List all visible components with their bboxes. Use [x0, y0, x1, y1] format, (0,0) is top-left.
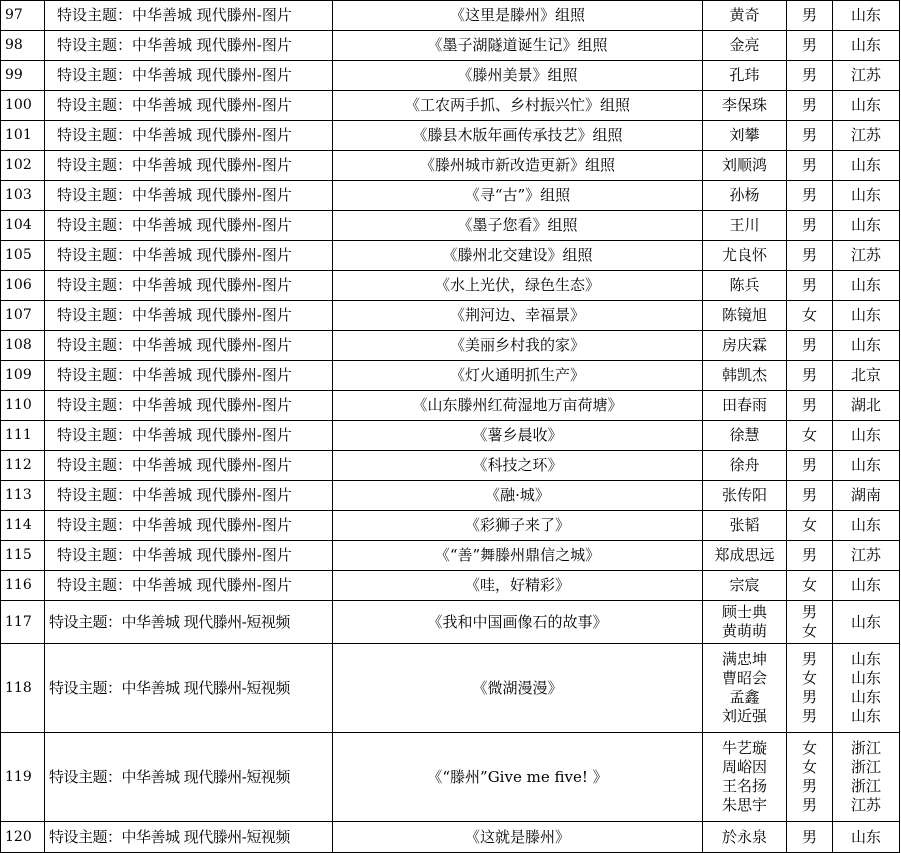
author-cell-line: 徐慧: [729, 426, 760, 444]
gender-cell-line: 男: [801, 486, 817, 504]
gender-cell: [787, 241, 833, 271]
category-cell: 特设主题：中华善城 现代滕州-图片: [45, 31, 333, 61]
region-cell-line: 山东: [850, 688, 881, 706]
author-cell-line: 顾士典: [721, 603, 767, 621]
table-row: [1, 511, 900, 541]
author-cell-line: 韩凯杰: [721, 366, 767, 384]
region-cell-line: 北京: [850, 366, 881, 384]
author-cell-line: 黄奇: [729, 6, 760, 24]
row-number: 120: [1, 822, 45, 853]
author-cell-line: 黄萌萌: [721, 622, 767, 640]
gender-cell-line: 男: [801, 96, 817, 114]
table-row: [1, 1, 900, 31]
gender-cell: [787, 1, 833, 31]
gender-cell-line: 女: [801, 516, 817, 534]
title-cell: 《工农两手抓、乡村振兴忙》组照: [333, 91, 703, 121]
author-cell-line: 孟鑫: [729, 688, 760, 706]
row-number: 98: [1, 31, 45, 61]
gender-cell: [787, 571, 833, 601]
author-cell: [703, 822, 787, 853]
title-cell: 《灯火通明抓生产》: [333, 361, 703, 391]
author-cell-line: 金亮: [729, 36, 760, 54]
region-cell: [833, 1, 900, 31]
category-cell: 特设主题：中华善城 现代滕州-图片: [45, 391, 333, 421]
gender-cell-line: 男: [801, 777, 817, 795]
category-cell: 特设主题：中华善城 现代滕州-图片: [45, 91, 333, 121]
region-cell-line: 浙江: [850, 739, 881, 757]
title-cell: 《美丽乡村我的家》: [333, 331, 703, 361]
author-cell: [703, 451, 787, 481]
table-row: [1, 181, 900, 211]
author-cell-line: 孔玮: [729, 66, 760, 84]
gender-cell-line: 男: [801, 156, 817, 174]
title-cell: 《这里是滕州》组照: [333, 1, 703, 31]
table-row: [1, 571, 900, 601]
gender-cell-line: 女: [801, 426, 817, 444]
gender-cell-line: 男: [801, 6, 817, 24]
gender-cell: [787, 121, 833, 151]
region-cell-line: 山东: [850, 156, 881, 174]
title-cell: 《“滕州”Give me five! 》: [333, 733, 703, 822]
row-number: 100: [1, 91, 45, 121]
region-cell-line: 山东: [850, 336, 881, 354]
author-cell: [703, 331, 787, 361]
table-row: [1, 421, 900, 451]
author-cell-line: 张传阳: [721, 486, 767, 504]
author-cell: [703, 61, 787, 91]
author-cell: [703, 421, 787, 451]
row-number: 104: [1, 211, 45, 241]
author-cell: [703, 301, 787, 331]
category-cell: 特设主题：中华善城 现代滕州-短视频: [45, 733, 333, 822]
author-cell: [703, 151, 787, 181]
author-cell: [703, 121, 787, 151]
region-cell: [833, 481, 900, 511]
author-cell-line: 陈镜旭: [721, 306, 767, 324]
region-cell-line: 山东: [850, 612, 881, 631]
category-cell: 特设主题：中华善城 现代滕州-图片: [45, 211, 333, 241]
region-cell-line: 山东: [850, 96, 881, 114]
author-cell-line: 张韬: [729, 516, 760, 534]
gender-cell-line: 男: [801, 603, 817, 621]
table-row: [1, 644, 900, 733]
table-row: [1, 361, 900, 391]
gender-cell-line: 男: [801, 126, 817, 144]
author-cell: [703, 511, 787, 541]
gender-cell-line: 女: [801, 306, 817, 324]
region-cell: [833, 31, 900, 61]
region-cell-line: 山东: [850, 576, 881, 594]
author-cell: [703, 1, 787, 31]
region-cell-line: 山东: [850, 306, 881, 324]
category-cell: 特设主题：中华善城 现代滕州-图片: [45, 181, 333, 211]
title-cell: 《薯乡晨收》: [333, 421, 703, 451]
region-cell-line: 江苏: [850, 66, 881, 84]
category-cell: 特设主题：中华善城 现代滕州-图片: [45, 511, 333, 541]
author-cell: [703, 391, 787, 421]
table-row: [1, 733, 900, 822]
row-number: 97: [1, 1, 45, 31]
author-cell: [703, 361, 787, 391]
table-row: [1, 301, 900, 331]
gender-cell-line: 男: [801, 246, 817, 264]
author-cell-line: 郑成思远: [714, 546, 775, 564]
author-cell-line: 徐舟: [729, 456, 760, 474]
title-cell: 《墨子湖隧道诞生记》组照: [333, 31, 703, 61]
region-cell-line: 山东: [850, 650, 881, 668]
row-number: 110: [1, 391, 45, 421]
region-cell: [833, 61, 900, 91]
row-number: 108: [1, 331, 45, 361]
gender-cell: [787, 361, 833, 391]
gender-cell-line: 女: [801, 622, 817, 640]
gender-cell: [787, 331, 833, 361]
title-cell: 《彩狮子来了》: [333, 511, 703, 541]
category-cell: 特设主题：中华善城 现代滕州-图片: [45, 451, 333, 481]
category-cell: 特设主题：中华善城 现代滕州-图片: [45, 421, 333, 451]
gender-cell: [787, 644, 833, 733]
row-number: 102: [1, 151, 45, 181]
category-cell: 特设主题：中华善城 现代滕州-图片: [45, 481, 333, 511]
author-cell-line: 陈兵: [729, 276, 760, 294]
region-cell: [833, 271, 900, 301]
author-cell-line: 李保珠: [721, 96, 767, 114]
author-cell: [703, 241, 787, 271]
row-number: 105: [1, 241, 45, 271]
category-cell: 特设主题：中华善城 现代滕州-图片: [45, 151, 333, 181]
region-cell-line: 江苏: [850, 796, 881, 814]
category-cell: 特设主题：中华善城 现代滕州-图片: [45, 541, 333, 571]
author-cell-line: 房庆霖: [721, 336, 767, 354]
region-cell-line: 山东: [850, 669, 881, 687]
author-cell-line: 宗宸: [729, 576, 760, 594]
gender-cell: [787, 211, 833, 241]
region-cell-line: 山东: [850, 6, 881, 24]
region-cell: [833, 511, 900, 541]
row-number: 114: [1, 511, 45, 541]
author-cell-line: 刘攀: [729, 126, 760, 144]
table-row: [1, 31, 900, 61]
title-cell: 《“善”舞滕州鼎信之城》: [333, 541, 703, 571]
gender-cell: [787, 511, 833, 541]
region-cell-line: 山东: [850, 186, 881, 204]
title-cell: 《我和中国画像石的故事》: [333, 601, 703, 644]
table-row: [1, 391, 900, 421]
region-cell: [833, 331, 900, 361]
region-cell-line: 江苏: [850, 246, 881, 264]
author-cell: [703, 601, 787, 644]
gender-cell: [787, 391, 833, 421]
author-cell-line: 刘近强: [721, 707, 767, 725]
author-cell: [703, 31, 787, 61]
author-cell-line: 王川: [729, 216, 760, 234]
gender-cell: [787, 733, 833, 822]
region-cell-line: 山东: [850, 827, 881, 846]
gender-cell: [787, 181, 833, 211]
author-cell: [703, 733, 787, 822]
table-row: [1, 481, 900, 511]
gender-cell-line: 男: [801, 396, 817, 414]
category-cell: 特设主题：中华善城 现代滕州-短视频: [45, 822, 333, 853]
region-cell: [833, 391, 900, 421]
title-cell: 《滕州美景》组照: [333, 61, 703, 91]
table-row: [1, 271, 900, 301]
author-cell: [703, 571, 787, 601]
category-cell: 特设主题：中华善城 现代滕州-短视频: [45, 601, 333, 644]
region-cell: [833, 121, 900, 151]
table-row: [1, 601, 900, 644]
gender-cell: [787, 151, 833, 181]
region-cell-line: 山东: [850, 276, 881, 294]
row-number: 101: [1, 121, 45, 151]
title-cell: 《寻“古”》组照: [333, 181, 703, 211]
gender-cell: [787, 822, 833, 853]
gender-cell-line: 男: [801, 707, 817, 725]
region-cell-line: 山东: [850, 426, 881, 444]
author-cell: [703, 91, 787, 121]
region-cell: [833, 733, 900, 822]
row-number: 107: [1, 301, 45, 331]
gender-cell: [787, 451, 833, 481]
gender-cell-line: 男: [801, 827, 817, 846]
region-cell-line: 山东: [850, 707, 881, 725]
title-cell: 《这就是滕州》: [333, 822, 703, 853]
region-cell-line: 山东: [850, 216, 881, 234]
table-body: [1, 1, 900, 853]
region-cell: [833, 211, 900, 241]
table-row: [1, 241, 900, 271]
author-cell-line: 於永泉: [721, 827, 767, 846]
region-cell-line: 山东: [850, 36, 881, 54]
region-cell-line: 湖北: [850, 396, 881, 414]
region-cell: [833, 151, 900, 181]
author-cell: [703, 644, 787, 733]
gender-cell-line: 女: [801, 758, 817, 776]
author-cell: [703, 271, 787, 301]
region-cell: [833, 451, 900, 481]
gender-cell-line: 男: [801, 366, 817, 384]
gender-cell-line: 女: [801, 739, 817, 757]
table-row: [1, 211, 900, 241]
category-cell: 特设主题：中华善城 现代滕州-图片: [45, 361, 333, 391]
gender-cell-line: 女: [801, 576, 817, 594]
title-cell: 《水上光伏，绿色生态》: [333, 271, 703, 301]
gender-cell: [787, 271, 833, 301]
title-cell: 《滕州北交建设》组照: [333, 241, 703, 271]
row-number: 117: [1, 601, 45, 644]
region-cell: [833, 541, 900, 571]
region-cell: [833, 601, 900, 644]
region-cell: [833, 822, 900, 853]
region-cell: [833, 361, 900, 391]
author-cell: [703, 181, 787, 211]
gender-cell: [787, 421, 833, 451]
table-row: [1, 331, 900, 361]
row-number: 115: [1, 541, 45, 571]
category-cell: 特设主题：中华善城 现代滕州-图片: [45, 301, 333, 331]
table-row: [1, 151, 900, 181]
gender-cell-line: 男: [801, 186, 817, 204]
author-cell: [703, 211, 787, 241]
row-number: 103: [1, 181, 45, 211]
title-cell: 《滕州城市新改造更新》组照: [333, 151, 703, 181]
category-cell: 特设主题：中华善城 现代滕州-图片: [45, 331, 333, 361]
gender-cell-line: 男: [801, 796, 817, 814]
region-cell-line: 湖南: [850, 486, 881, 504]
row-number: 111: [1, 421, 45, 451]
category-cell: 特设主题：中华善城 现代滕州-图片: [45, 121, 333, 151]
region-cell: [833, 644, 900, 733]
row-number: 118: [1, 644, 45, 733]
gender-cell: [787, 61, 833, 91]
gender-cell-line: 男: [801, 66, 817, 84]
row-number: 109: [1, 361, 45, 391]
table-row: [1, 541, 900, 571]
gender-cell-line: 男: [801, 650, 817, 668]
row-number: 99: [1, 61, 45, 91]
gender-cell-line: 男: [801, 36, 817, 54]
gender-cell: [787, 541, 833, 571]
category-cell: 特设主题：中华善城 现代滕州-图片: [45, 241, 333, 271]
title-cell: 《墨子您看》组照: [333, 211, 703, 241]
gender-cell-line: 男: [801, 688, 817, 706]
region-cell-line: 江苏: [850, 546, 881, 564]
row-number: 113: [1, 481, 45, 511]
title-cell: 《荆河边、幸福景》: [333, 301, 703, 331]
row-number: 119: [1, 733, 45, 822]
gender-cell-line: 男: [801, 546, 817, 564]
author-cell-line: 刘顺鸿: [721, 156, 767, 174]
row-number: 116: [1, 571, 45, 601]
category-cell: 特设主题：中华善城 现代滕州-图片: [45, 1, 333, 31]
row-number: 106: [1, 271, 45, 301]
gender-cell: [787, 601, 833, 644]
gender-cell-line: 女: [801, 669, 817, 687]
gender-cell-line: 男: [801, 336, 817, 354]
author-cell-line: 牛艺璇: [721, 739, 767, 757]
author-cell: [703, 481, 787, 511]
gender-cell-line: 男: [801, 276, 817, 294]
category-cell: 特设主题：中华善城 现代滕州-图片: [45, 571, 333, 601]
title-cell: 《科技之环》: [333, 451, 703, 481]
gender-cell: [787, 481, 833, 511]
region-cell-line: 山东: [850, 456, 881, 474]
region-cell: [833, 421, 900, 451]
gender-cell-line: 男: [801, 216, 817, 234]
region-cell: [833, 241, 900, 271]
gender-cell-line: 男: [801, 456, 817, 474]
author-cell-line: 满忠坤: [721, 650, 767, 668]
row-number: 112: [1, 451, 45, 481]
region-cell: [833, 571, 900, 601]
category-cell: 特设主题：中华善城 现代滕州-图片: [45, 61, 333, 91]
region-cell: [833, 301, 900, 331]
gender-cell: [787, 301, 833, 331]
author-cell-line: 孙杨: [729, 186, 760, 204]
region-cell: [833, 181, 900, 211]
title-cell: 《滕县木版年画传承技艺》组照: [333, 121, 703, 151]
author-cell-line: 田春雨: [721, 396, 767, 414]
author-cell-line: 曹昭会: [721, 669, 767, 687]
title-cell: 《哇，好精彩》: [333, 571, 703, 601]
gender-cell: [787, 91, 833, 121]
region-cell-line: 浙江: [850, 758, 881, 776]
title-cell: 《山东滕州红荷湿地万亩荷塘》: [333, 391, 703, 421]
category-cell: 特设主题：中华善城 现代滕州-短视频: [45, 644, 333, 733]
table-row: [1, 91, 900, 121]
author-cell-line: 王名扬: [721, 777, 767, 795]
table-row: [1, 451, 900, 481]
table-row: [1, 61, 900, 91]
region-cell-line: 浙江: [850, 777, 881, 795]
region-cell-line: 江苏: [850, 126, 881, 144]
author-cell-line: 周峪因: [721, 758, 767, 776]
region-cell-line: 山东: [850, 516, 881, 534]
author-cell: [703, 541, 787, 571]
author-cell-line: 朱思宇: [721, 796, 767, 814]
title-cell: 《微湖漫漫》: [333, 644, 703, 733]
region-cell: [833, 91, 900, 121]
table-row: [1, 121, 900, 151]
title-cell: 《融·城》: [333, 481, 703, 511]
author-cell-line: 尤良怀: [721, 246, 767, 264]
table-row: [1, 822, 900, 853]
gender-cell: [787, 31, 833, 61]
category-cell: 特设主题：中华善城 现代滕州-图片: [45, 271, 333, 301]
